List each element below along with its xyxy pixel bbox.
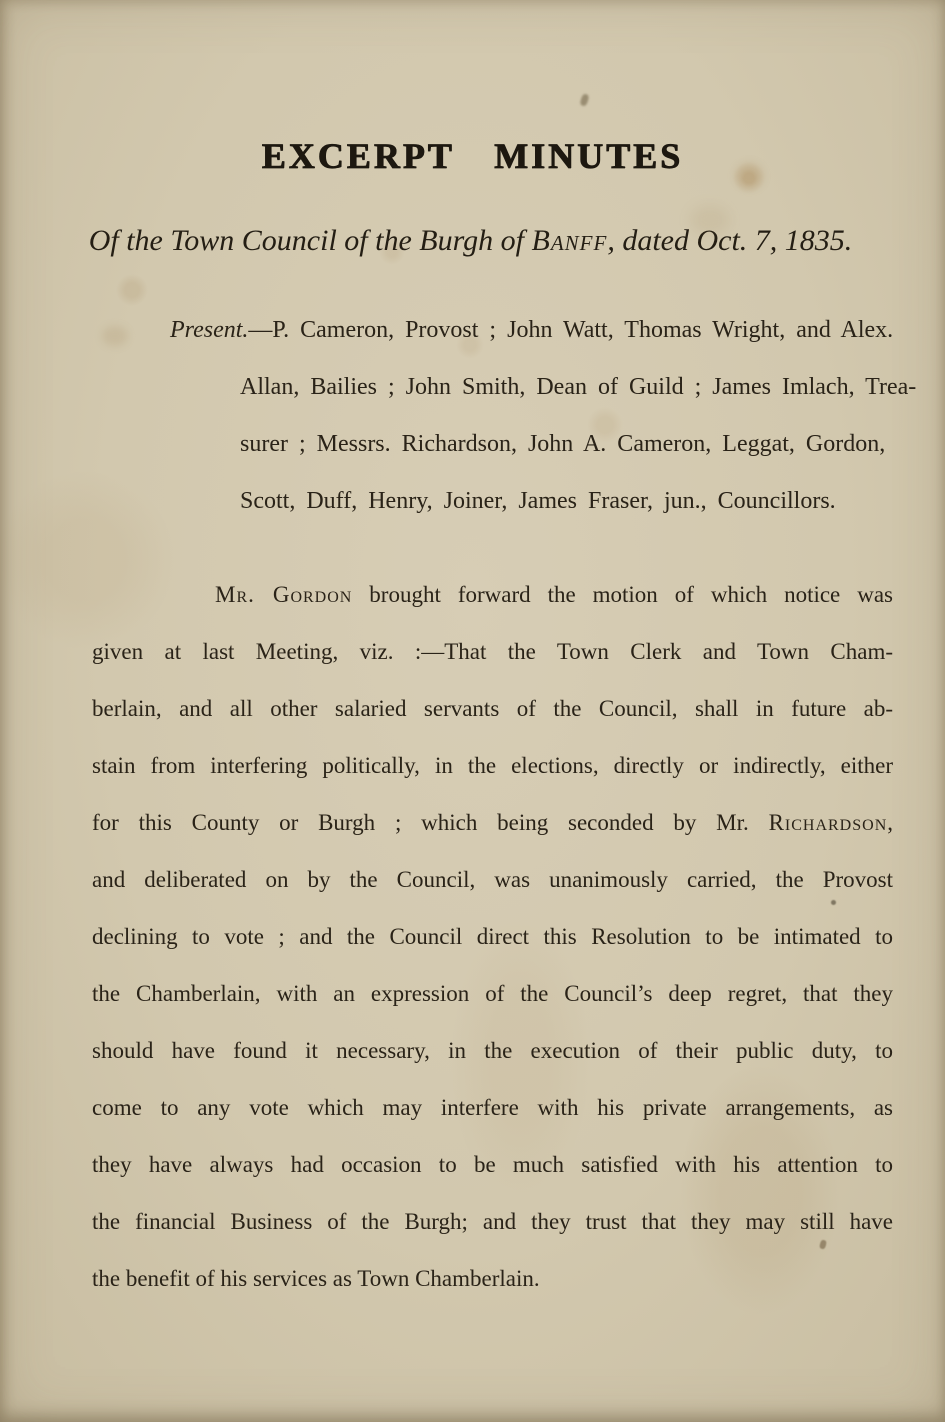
seconder-name: Richardson (768, 810, 888, 835)
motion-line-7: declining to vote ; and the Council direct this Resolution to be intimated to (92, 924, 893, 949)
present-line-2: Allan, Bailies ; John Smith, Dean of Guild ; James Imlach, Trea- (240, 374, 917, 400)
motion-line-1-text: brought forward the motion of which notice was (352, 582, 894, 607)
present-line-4: Scott, Duff, Henry, Joiner, James Fraser, jun., Councillors. (240, 488, 836, 514)
motion-line-10: come to any vote which may interfere with his private arrangements, as (92, 1095, 893, 1120)
paper-stain (102, 326, 128, 346)
present-line-3: surer ; Messrs. Richardson, John A. Cameron, Leggat, Gordon, (240, 431, 886, 457)
document-title: EXCERPT MINUTES (261, 136, 684, 176)
document-subtitle (16, 222, 925, 260)
ink-smudge (579, 93, 589, 107)
motion-paragraph (92, 566, 893, 1307)
subtitle-burgh-name: Banff (531, 224, 608, 257)
motion-line-12: the financial Business of the Burgh; and they trust that they may still have (92, 1209, 893, 1234)
motion-line-3: berlain, and all other salaried servants of the Council, shall in future ab- (92, 696, 893, 721)
present-label: Present. (170, 317, 249, 343)
motion-line-11: they have always had occasion to be much satisfied with his attention to (92, 1152, 893, 1177)
motion-line-5-pre: for this County or Burgh ; which being seconded by Mr. (92, 810, 769, 835)
motion-line-6: and deliberated on by the Council, was unanimously carried, the Provost (92, 867, 893, 892)
motion-line-1 (92, 566, 893, 623)
motion-line-8: the Chamberlain, with an expression of the Council’s deep regret, that they (92, 981, 893, 1006)
motion-line-9: should have found it necessary, in the execution of their public duty, to (92, 1038, 893, 1063)
motion-line-2: given at last Meeting, viz. :—That the Town Clerk and Town Cham- (92, 639, 893, 664)
motion-line-5 (92, 794, 893, 851)
present-paragraph (170, 302, 917, 530)
motion-line-13: the benefit of his services as Town Chamberlain. (92, 1266, 540, 1291)
motion-line-4: stain from interfering politically, in the elections, directly or indirectly, either (92, 753, 893, 778)
subtitle-text-pre: Of the Town Council of the Burgh of (88, 224, 532, 257)
motion-line-5-post: , (887, 810, 893, 835)
subtitle-text-post: , dated Oct. 7, 1835. (607, 224, 853, 257)
present-line-1 (170, 302, 893, 359)
present-line-1-text: —P. Cameron, Provost ; John Watt, Thomas Wright, and Alex. (248, 317, 894, 343)
mover-name: Mr. Gordon (215, 582, 353, 607)
